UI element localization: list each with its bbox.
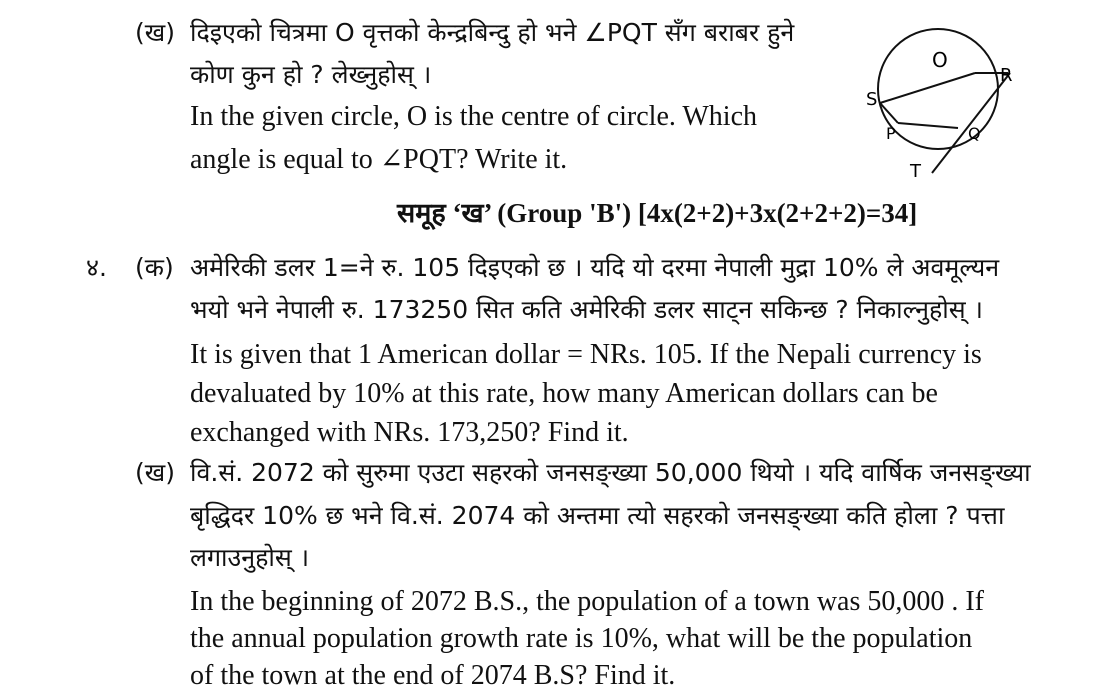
q4a-en-line2: devaluated by 10% at this rate, how many American dollars can be bbox=[190, 378, 938, 409]
q3b-en-line1: In the given circle, O is the centre of circle. Which bbox=[190, 101, 758, 132]
q4a-label: (क) bbox=[135, 253, 174, 282]
label-r: R bbox=[1000, 65, 1013, 86]
q4b-np-line3: लगाउनुहोस् । bbox=[190, 543, 310, 572]
q4a-np-line1: अमेरिकी डलर 1=ने रु. 105 दिइएको छ । यदि यो दरमा नेपाली मुद्रा 10% ले अवमूल्यन bbox=[190, 253, 1000, 282]
tangent-line bbox=[932, 73, 1010, 173]
q4b-np-line1: वि.सं. 2072 को सुरुमा एउटा सहरको जनसङ्ख्या 50,000 थियो । यदि वार्षिक जनसङ्ख्या bbox=[190, 458, 1031, 487]
circle-figure bbox=[860, 25, 1035, 193]
q3b-np-line2: कोण कुन हो ? लेख्नुहोस् । bbox=[190, 60, 432, 89]
q4-number: ४. bbox=[86, 253, 107, 282]
q3b-en-line2: angle is equal to ∠PQT? Write it. bbox=[190, 144, 568, 175]
q4b-np-line2: बृद्धिदर 10% छ भने वि.सं. 2074 को अन्तमा त्यो सहरको जनसङ्ख्या कति होला ? पत्ता bbox=[190, 501, 1005, 530]
label-q: Q bbox=[968, 124, 981, 143]
q4a-np-line2: भयो भने नेपाली रु. 173250 सित कति अमेरिकी डलर साट्न सकिन्छ ? निकाल्नुहोस् । bbox=[190, 295, 984, 324]
q3b-np-line1: दिइएको चित्रमा O वृत्तको केन्द्रबिन्दु हो भने ∠PQT सँग बराबर हुने bbox=[190, 18, 795, 47]
label-o: O bbox=[932, 48, 948, 72]
chord-pq bbox=[898, 123, 958, 128]
label-s: S bbox=[866, 89, 878, 110]
q4b-en-line1: In the beginning of 2072 B.S., the population of a town was 50,000 . If bbox=[190, 586, 985, 617]
group-heading: समूह ‘ख’ (Group 'B') [4x(2+2)+3x(2+2+2)=34] bbox=[397, 198, 918, 228]
q3b-label: (ख) bbox=[135, 18, 175, 47]
q4b-en-line2: the annual population growth rate is 10%, what will be the population bbox=[190, 623, 973, 654]
q4a-en-line3: exchanged with NRs. 173,250? Find it. bbox=[190, 417, 629, 448]
q4b-label: (ख) bbox=[135, 458, 175, 487]
label-p: P bbox=[886, 124, 896, 143]
q4b-en-line3: of the town at the end of 2074 B.S? Find it. bbox=[190, 660, 676, 691]
label-t: T bbox=[910, 161, 921, 182]
chord-sr bbox=[880, 73, 975, 103]
q4a-en-line1: It is given that 1 American dollar = NRs. 105. If the Nepali currency is bbox=[190, 339, 982, 370]
